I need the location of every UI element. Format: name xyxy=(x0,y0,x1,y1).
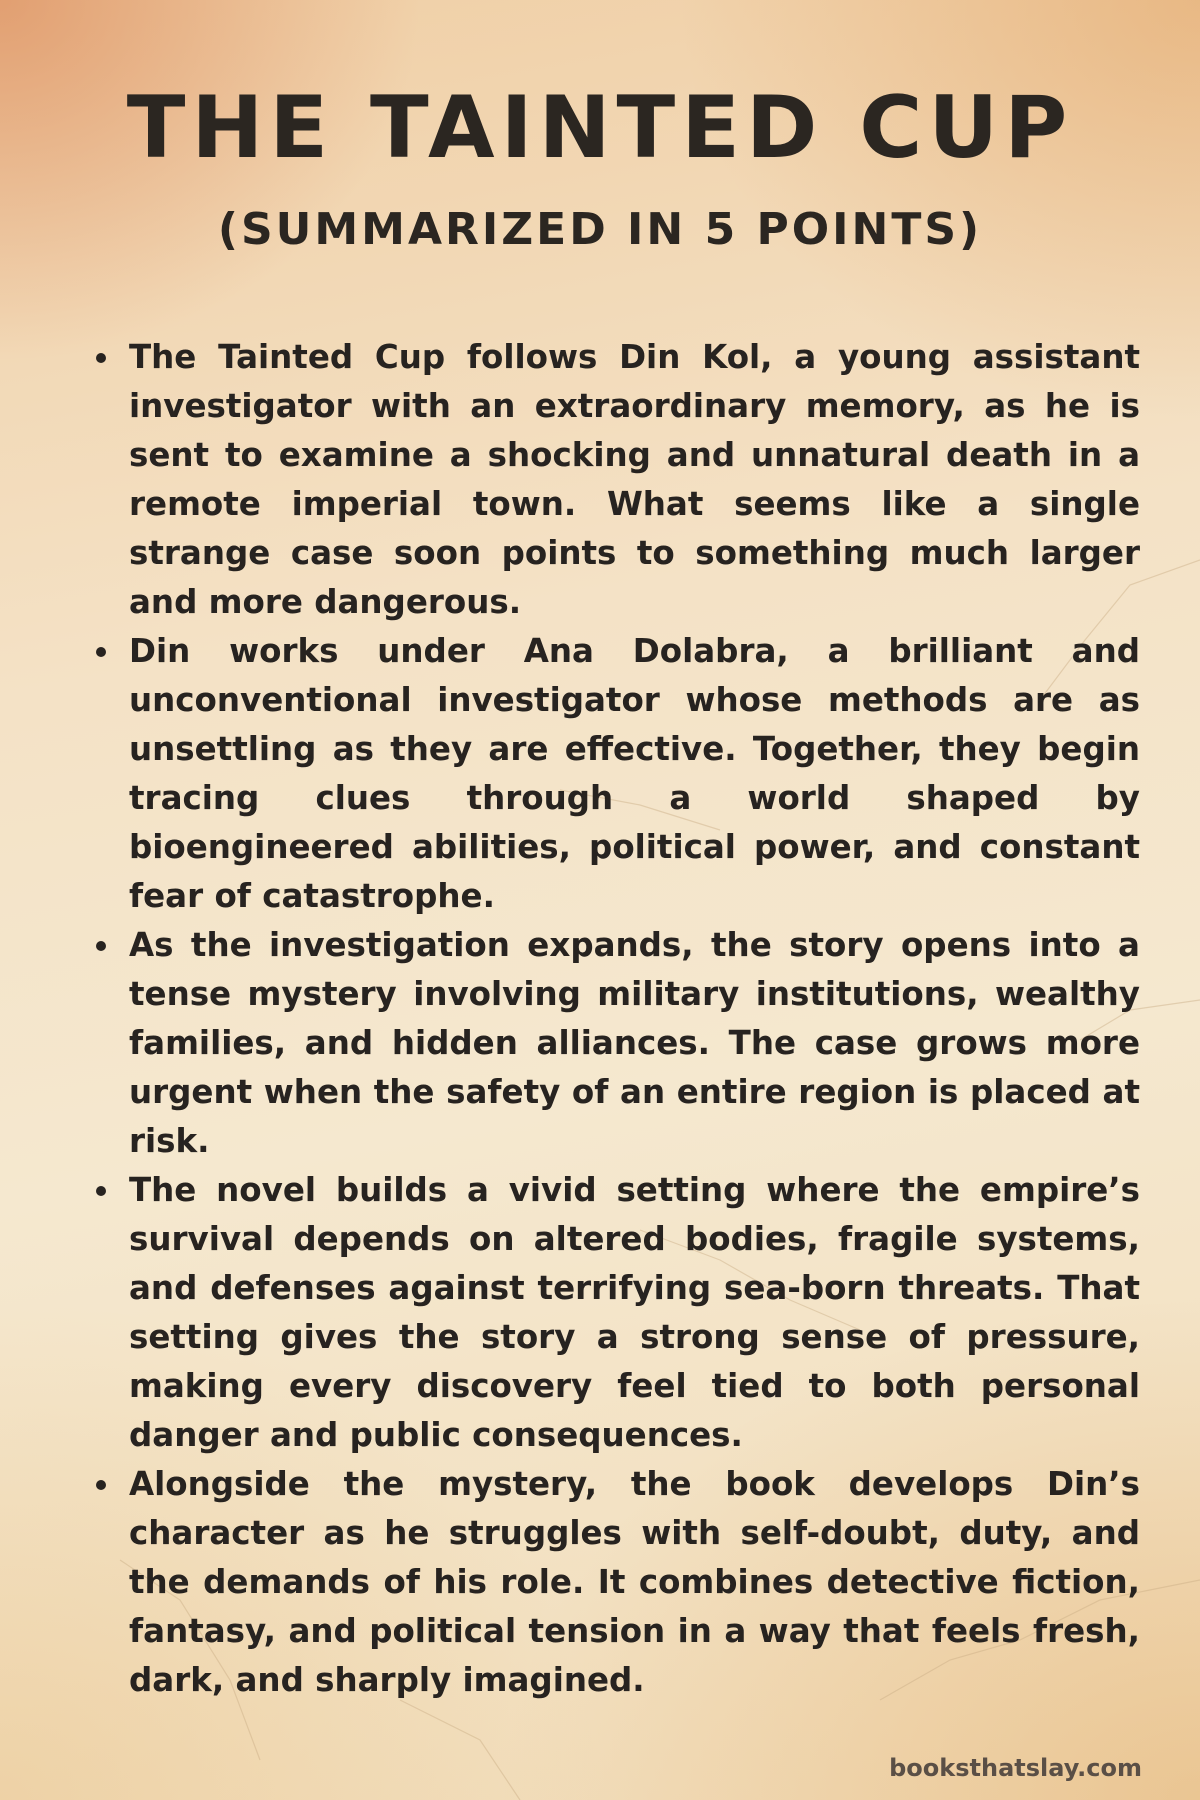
list-item xyxy=(88,627,1140,921)
summary-list xyxy=(88,333,1140,1705)
page-subtitle: (SUMMARIZED IN 5 POINTS) xyxy=(217,204,983,255)
list-item-text: Alongside the mystery, the book develops Din’s character as he struggles with self-doubt, duty, and the demands of his role. It combines detective fiction, fantasy, and political tension in a way that feels fresh, dark, and sharply imagined. xyxy=(129,1465,1140,1699)
page-title: THE TAINTED CUP xyxy=(126,78,1074,178)
list-item xyxy=(88,921,1140,1166)
website-credit: booksthatslay.com xyxy=(889,1754,1142,1782)
bullet-icon xyxy=(96,941,106,951)
list-item xyxy=(88,1166,1140,1460)
bullet-icon xyxy=(96,647,106,657)
list-item-text: The Tainted Cup follows Din Kol, a young assistant investigator with an extraordinary memory, as he is sent to examine a shocking and unnatural death in a remote imperial town. What seems like a single strange case soon points to something much larger and more dangerous. xyxy=(129,338,1140,621)
bullet-icon xyxy=(96,1480,106,1490)
list-item xyxy=(88,1460,1140,1705)
bullet-icon xyxy=(96,1186,106,1196)
list-item-text: Din works under Ana Dolabra, a brilliant and unconventional investigator whose methods are as unsettling as they are effective. Together, they begin tracing clues through a world shaped by bioengineered abilities, political power, and constant fear of catastrophe. xyxy=(129,632,1140,915)
list-item-text: As the investigation expands, the story opens into a tense mystery involving military institutions, wealthy families, and hidden alliances. The case grows more urgent when the safety of an entire region is placed at risk. xyxy=(129,926,1140,1160)
bullet-icon xyxy=(96,353,106,363)
list-item xyxy=(88,333,1140,627)
list-item-text: The novel builds a vivid setting where the empire’s survival depends on altered bodies, fragile systems, and defenses against terrifying sea-born threats. That setting gives the story a strong sense of pressure, making every discovery feel tied to both personal danger and public consequences. xyxy=(129,1171,1140,1454)
